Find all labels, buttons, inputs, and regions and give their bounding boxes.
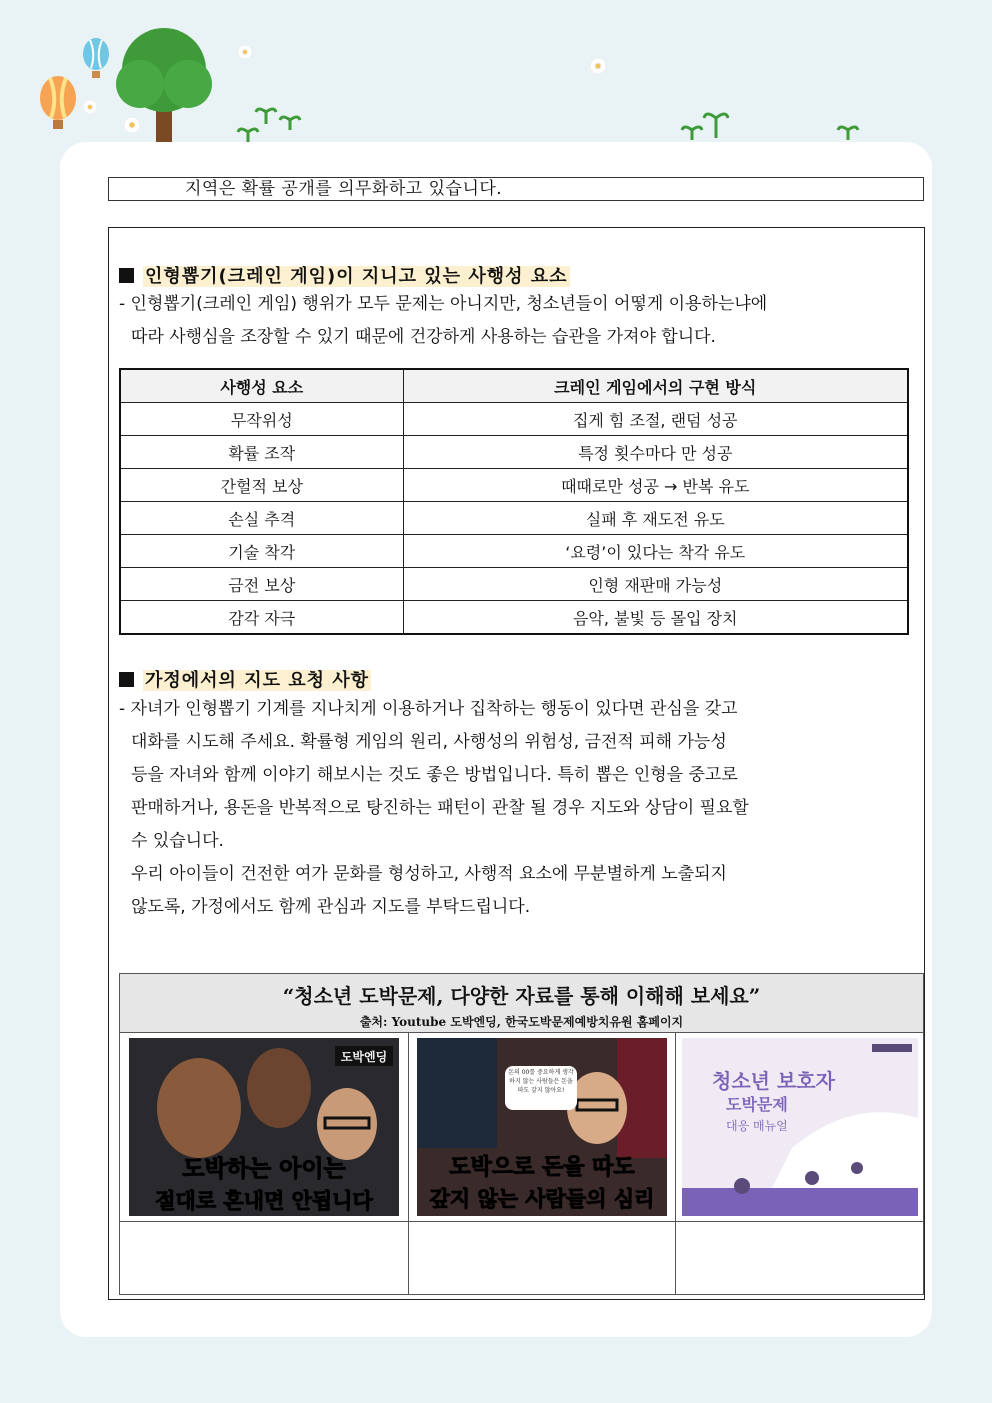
resource-cell-1 xyxy=(120,1033,409,1222)
hot-air-balloon-orange-icon xyxy=(40,76,76,129)
resource-cell-2 xyxy=(409,1033,676,1222)
section2-paragraph: - 자녀가 인형뽑기 기계를 지나치게 이용하거나 집착하는 행동이 있다면 관심을 갖고 대화를 시도해 주세요. 확률형 게임의 원리, 사행성의 위험성, 금전적 피해 가능성 등을 자녀와 함께 이야기 해보시는 것도 좋은 방법입니다. 특히 뽑은 인형을 중고로 판매하거나, 용돈을 반복적으로 탕진하는 패턴이 관찰 될 경우 지도와 상담이 필요할 수 있습니다. 우리 아이들이 건전한 여가 문화를 형성하고, 사행적 요소에 무분별하게 노출되지 않도록, 가정에서도 함께 관심과 지도를 부탁드립니다. xyxy=(119,699,749,917)
thumbnail-caption-bottom: 갚지 않는 사람들의 심리 xyxy=(429,1187,655,1211)
video-thumbnail-2[interactable] xyxy=(417,1038,667,1216)
hot-air-balloon-blue-icon xyxy=(83,38,109,78)
square-bullet-icon xyxy=(119,268,134,283)
table-row: 기술 착각 ‘요령’이 있다는 착각 유도 xyxy=(120,535,908,568)
manual-title-top: 청소년 보호자 xyxy=(711,1069,835,1093)
section1-paragraph: - 인형뽑기(크레인 게임) 행위가 모두 문제는 아니지만, 청소년들이 어떻게 이용하는냐에 따라 사행심을 조장할 수 있기 때문에 건강하게 사용하는 습관을 가져야 합니다. xyxy=(119,294,768,347)
thumbnail-badge: 도박엔딩 xyxy=(340,1050,388,1064)
table-row: 손실 추격 실패 후 재도전 유도 xyxy=(120,502,908,535)
manual-title-sub: 대응 매뉴얼 xyxy=(725,1119,788,1133)
sprout-icons xyxy=(238,109,858,142)
top-text: 지역은 확률 공개를 의무화하고 있습니다. xyxy=(185,179,503,199)
section1-heading: 인형뽑기(크레인 게임)이 지니고 있는 사행성 요소 xyxy=(119,262,570,288)
table-header-row xyxy=(120,369,908,403)
thumbnail-bubble: 돈의 00를 중요하게 생각하지 않는 사람들은 돈을 따도 갚지 않아요! xyxy=(508,1069,574,1094)
empty-cell xyxy=(676,1222,924,1295)
manual-thumbnail[interactable] xyxy=(682,1038,918,1216)
thumbnail-caption-bottom: 절대로 혼내면 안됩니다 xyxy=(155,1189,373,1213)
table-header-cell: 크레인 게임에서의 구현 방식 xyxy=(403,369,908,403)
resource-cell-3 xyxy=(676,1033,924,1222)
table-row: 간헐적 보상 때때로만 성공 → 반복 유도 xyxy=(120,469,908,502)
header-decoration xyxy=(0,0,992,150)
table-row: 확률 조작 특정 횟수마다 만 성공 xyxy=(120,436,908,469)
video-thumbnail-1[interactable] xyxy=(129,1038,399,1216)
top-text-box xyxy=(108,177,924,201)
resources-table xyxy=(119,973,924,1295)
manual-title-mid: 도박문제 xyxy=(725,1095,788,1114)
empty-cell xyxy=(409,1222,676,1295)
empty-cell xyxy=(120,1222,409,1295)
table-row: 무작위성 집게 힘 조절, 랜덤 성공 xyxy=(120,403,908,436)
section2-heading: 가정에서의 지도 요청 사항 xyxy=(119,666,371,692)
table-row: 금전 보상 인형 재판매 가능성 xyxy=(120,568,908,601)
resources-source: 출처: Youtube 도박엔딩, 한국도박문제예방치유원 홈페이지 xyxy=(359,1015,684,1029)
square-bullet-icon xyxy=(119,672,134,687)
thumbnail-caption-top: 도박하는 아이는 xyxy=(182,1156,346,1182)
gambling-elements-table xyxy=(119,368,909,635)
table-row: 감각 자극 음악, 불빛 등 몰입 장치 xyxy=(120,601,908,635)
main-content-box xyxy=(108,227,925,1300)
resources-title: “청소년 도박문제, 다양한 자료를 통해 이해해 보세요” xyxy=(282,984,761,1008)
table-header-cell: 사행성 요소 xyxy=(120,369,403,403)
resources-title-cell xyxy=(120,974,924,1033)
thumbnail-caption-top: 도박으로 돈을 따도 xyxy=(449,1155,635,1180)
